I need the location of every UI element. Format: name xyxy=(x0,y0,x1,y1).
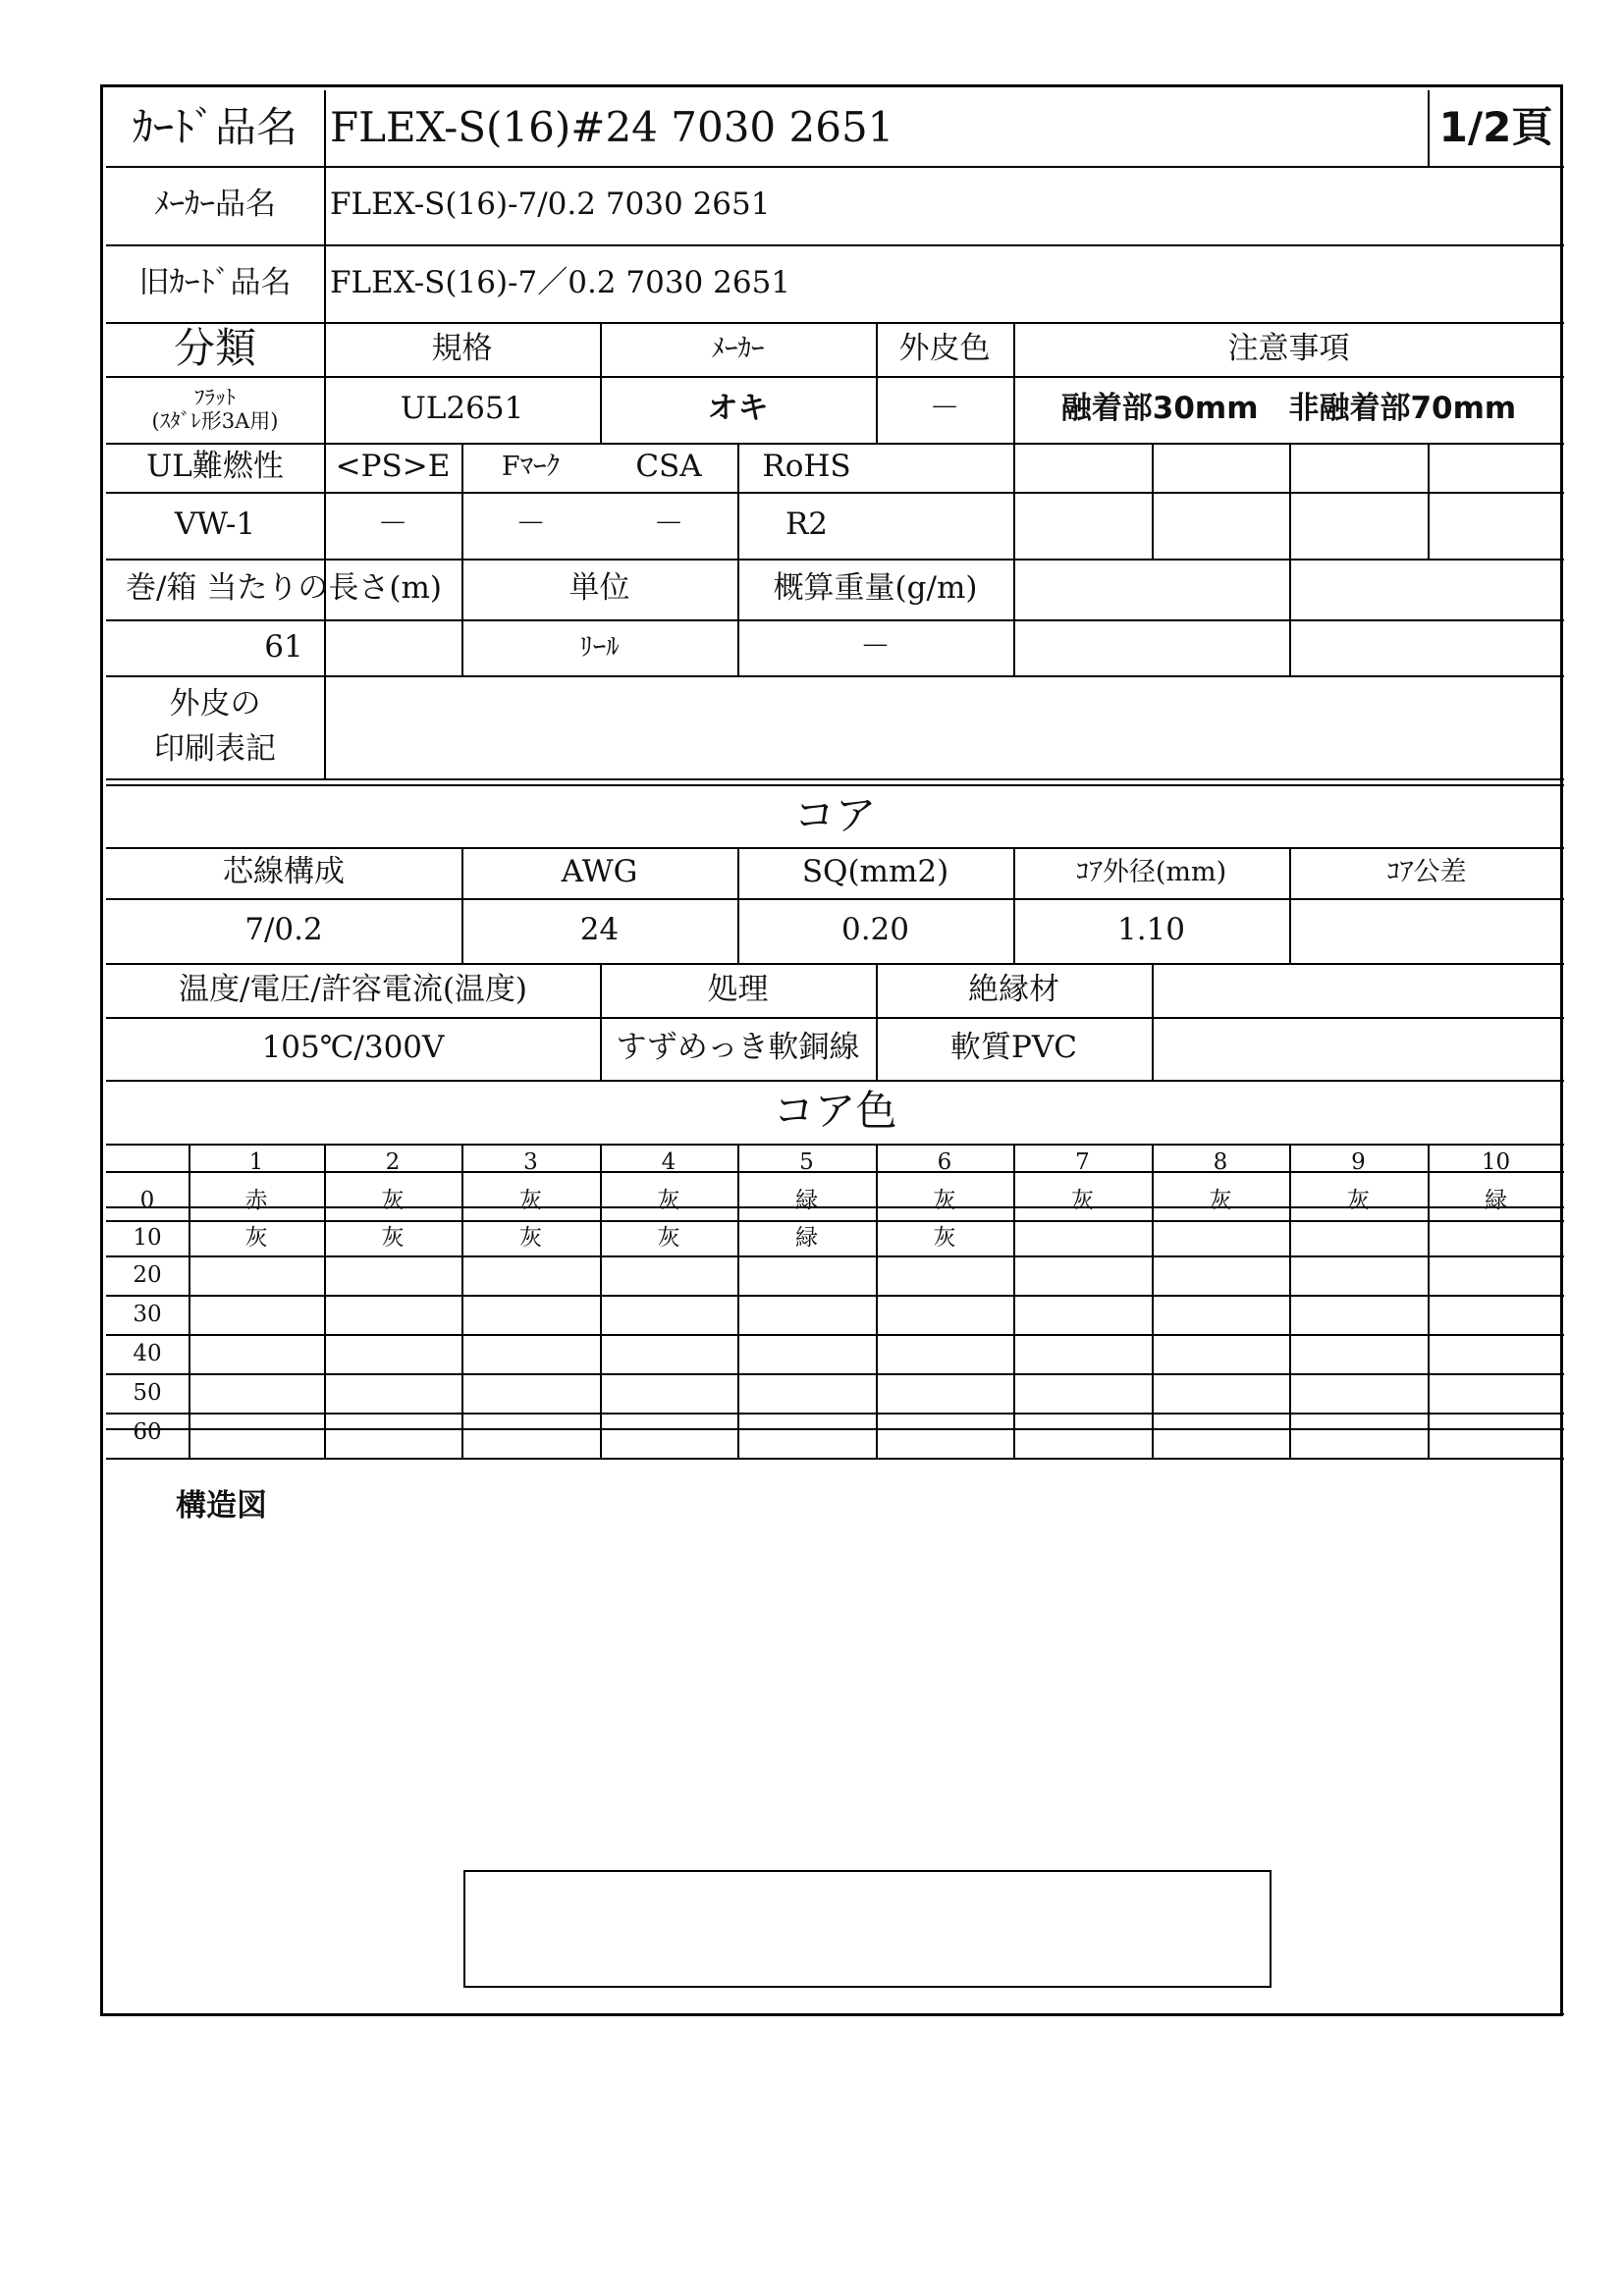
length-value: 61 xyxy=(264,628,303,665)
column-divider xyxy=(1152,963,1154,1080)
print-label xyxy=(106,675,324,778)
color-cell xyxy=(1013,1255,1152,1295)
core-color-section-title: コア色 xyxy=(773,1087,897,1136)
color-cell xyxy=(461,1295,600,1334)
color-column-header: 2 xyxy=(385,1148,401,1175)
color-cell xyxy=(1013,1295,1152,1334)
structure-label: 構造図 xyxy=(176,1488,267,1524)
old-card-name-label: 旧ｶｰﾄﾞ品名 xyxy=(138,264,292,300)
color-row-label: 30 xyxy=(133,1301,162,1327)
column-divider xyxy=(1289,559,1291,675)
color-cell: 灰 xyxy=(1071,1187,1094,1213)
classification-value xyxy=(106,376,324,443)
color-cell: 灰 xyxy=(657,1224,680,1251)
color-cell xyxy=(1013,1413,1152,1452)
color-cell xyxy=(876,1334,1013,1373)
color-cell xyxy=(324,1373,461,1413)
color-cell: 赤 xyxy=(244,1187,268,1213)
color-cell xyxy=(1289,1413,1428,1452)
color-column-header: 8 xyxy=(1213,1148,1228,1175)
sheath-color-value: － xyxy=(929,391,960,427)
color-cell: 緑 xyxy=(795,1187,818,1213)
color-row-label: 20 xyxy=(133,1261,162,1288)
color-cell: 灰 xyxy=(1209,1187,1232,1213)
color-cell: 緑 xyxy=(1485,1187,1507,1213)
color-row-label: 50 xyxy=(133,1379,162,1406)
color-column-header: 10 xyxy=(1481,1148,1511,1175)
color-cell xyxy=(1013,1334,1152,1373)
column-divider xyxy=(1289,443,1291,559)
ul-label: UL難燃性 xyxy=(146,449,284,485)
color-cell xyxy=(1428,1295,1564,1334)
color-cell xyxy=(324,1255,461,1295)
notes-label: 注意事項 xyxy=(1227,330,1350,366)
color-cell xyxy=(737,1413,876,1452)
rating-value: 105℃/300V xyxy=(261,1030,445,1066)
standard-value: UL2651 xyxy=(400,391,524,427)
color-cell xyxy=(461,1334,600,1373)
color-column-header: 1 xyxy=(248,1148,264,1175)
card-name-value: FLEX-S(16)#24 7030 2651 xyxy=(330,103,894,152)
page-number: 1/2頁 xyxy=(1438,103,1553,152)
color-cell: 灰 xyxy=(381,1187,405,1213)
print-value xyxy=(324,675,1570,778)
color-cell xyxy=(600,1413,737,1452)
color-column-header: 6 xyxy=(937,1148,952,1175)
core-section-title: コア xyxy=(793,790,877,839)
color-column-header: 9 xyxy=(1351,1148,1366,1175)
color-cell xyxy=(461,1413,600,1452)
unit-value: ﾘｰﾙ xyxy=(579,631,620,663)
insulation-label: 絶縁材 xyxy=(968,971,1059,1007)
color-cell: 灰 xyxy=(381,1224,405,1251)
color-cell xyxy=(1152,1373,1289,1413)
color-cell xyxy=(876,1295,1013,1334)
insulation-value: 軟質PVC xyxy=(950,1030,1077,1066)
classification-value-line: ﾌﾗｯﾄ xyxy=(194,385,236,409)
structure-diagram-box xyxy=(463,1870,1272,1988)
card-name-label: ｶｰﾄﾞ品名 xyxy=(132,103,298,152)
core-od-label: ｺｱ外径(mm) xyxy=(1075,857,1227,888)
ps-value: － xyxy=(377,507,408,543)
column-divider xyxy=(1013,559,1015,675)
rohs-value: R2 xyxy=(785,507,829,543)
treatment-label: 処理 xyxy=(707,971,769,1007)
csa-value: － xyxy=(653,507,684,543)
maker-value: オキ xyxy=(707,391,769,427)
color-cell xyxy=(1152,1413,1289,1452)
color-cell: 灰 xyxy=(933,1187,956,1213)
color-cell: 灰 xyxy=(1347,1187,1370,1213)
print-label-line: 印刷表記 xyxy=(154,730,276,767)
color-cell xyxy=(1289,1373,1428,1413)
length-label: 巻/箱 当たりの長さ(m) xyxy=(126,570,442,607)
core-tolerance-value xyxy=(1289,898,1564,963)
notes-value: 融着部30mm 非融着部70mm xyxy=(1060,391,1517,427)
rohs-label: RoHS xyxy=(762,449,851,485)
core-od-value: 1.10 xyxy=(1116,912,1186,948)
weight-label: 概算重量(g/m) xyxy=(773,570,978,607)
column-divider xyxy=(1152,443,1154,559)
conductor-label: 芯線構成 xyxy=(223,854,345,890)
color-cell xyxy=(324,1334,461,1373)
row-divider xyxy=(106,2013,1564,2015)
sheath-color-label: 外皮色 xyxy=(898,330,991,366)
color-cell xyxy=(461,1373,600,1413)
color-cell xyxy=(1013,1220,1152,1255)
row-divider xyxy=(106,1458,1564,1460)
color-cell xyxy=(1289,1334,1428,1373)
sq-value: 0.20 xyxy=(840,912,910,948)
row-divider xyxy=(106,778,1564,780)
color-cell xyxy=(189,1334,324,1373)
old-card-name-value: FLEX-S(16)-7／0.2 7030 2651 xyxy=(330,264,791,300)
color-column-header: 7 xyxy=(1075,1148,1090,1175)
color-cell xyxy=(876,1255,1013,1295)
color-column-header: 3 xyxy=(523,1148,538,1175)
color-cell xyxy=(1289,1220,1428,1255)
spec-sheet xyxy=(100,84,1563,2016)
maker-name-label: ﾒｰｶｰ品名 xyxy=(154,187,276,223)
color-cell xyxy=(1428,1413,1564,1452)
maker-label: ﾒｰｶｰ xyxy=(711,333,765,364)
color-cell xyxy=(1152,1255,1289,1295)
color-cell: 灰 xyxy=(519,1187,542,1213)
color-cell xyxy=(189,1373,324,1413)
color-cell xyxy=(1428,1220,1564,1255)
color-cell xyxy=(189,1255,324,1295)
color-cell: 灰 xyxy=(933,1224,956,1251)
conductor-value: 7/0.2 xyxy=(244,912,323,948)
color-cell xyxy=(737,1255,876,1295)
classification-label: 分類 xyxy=(173,324,256,373)
awg-label: AWG xyxy=(561,854,638,890)
color-cell xyxy=(189,1295,324,1334)
color-cell xyxy=(737,1373,876,1413)
color-cell xyxy=(600,1295,737,1334)
color-cell xyxy=(324,1413,461,1452)
color-cell xyxy=(876,1413,1013,1452)
color-cell xyxy=(1013,1373,1152,1413)
maker-name-value: FLEX-S(16)-7/0.2 7030 2651 xyxy=(330,187,771,223)
color-cell: 灰 xyxy=(519,1224,542,1251)
color-cell xyxy=(1152,1220,1289,1255)
print-label-line: 外皮の xyxy=(169,685,261,721)
ps-label: <PS>E xyxy=(335,449,451,485)
color-cell xyxy=(1428,1334,1564,1373)
sq-label: SQ(mm2) xyxy=(801,854,949,890)
color-cell xyxy=(876,1373,1013,1413)
treatment-value: すずめっき軟銅線 xyxy=(616,1030,860,1066)
csa-label: CSA xyxy=(635,449,702,485)
color-row-label: 10 xyxy=(133,1224,162,1251)
unit-label: 単位 xyxy=(568,570,630,607)
color-cell xyxy=(461,1255,600,1295)
color-cell xyxy=(1289,1255,1428,1295)
color-cell xyxy=(324,1295,461,1334)
color-row-label: 60 xyxy=(133,1418,162,1445)
color-cell xyxy=(1428,1373,1564,1413)
color-cell xyxy=(189,1413,324,1452)
awg-value: 24 xyxy=(579,912,620,948)
color-cell: 灰 xyxy=(657,1187,680,1213)
color-cell xyxy=(737,1334,876,1373)
color-column-header: 4 xyxy=(661,1148,677,1175)
f-mark-label: Fﾏｰｸ xyxy=(501,452,561,483)
color-cell xyxy=(600,1373,737,1413)
color-cell: 灰 xyxy=(244,1224,268,1251)
ul-value: VW-1 xyxy=(174,507,256,543)
color-cell xyxy=(1152,1295,1289,1334)
color-cell xyxy=(600,1334,737,1373)
color-cell xyxy=(1152,1334,1289,1373)
column-divider xyxy=(1428,443,1430,559)
color-row-label: 40 xyxy=(133,1340,162,1366)
weight-value: － xyxy=(860,628,891,665)
color-cell: 緑 xyxy=(795,1224,818,1251)
rating-label: 温度/電圧/許容電流(温度) xyxy=(178,971,528,1007)
color-cell xyxy=(1289,1295,1428,1334)
standard-label: 規格 xyxy=(431,330,493,366)
color-row-label: 0 xyxy=(139,1187,155,1213)
classification-value-line: (ｽﾀﾞﾚ形3A用) xyxy=(151,409,279,433)
f-mark-value: － xyxy=(515,507,546,543)
core-tolerance-label: ｺｱ公差 xyxy=(1386,857,1467,888)
color-cell xyxy=(737,1295,876,1334)
color-cell xyxy=(600,1255,737,1295)
color-column-header: 5 xyxy=(799,1148,814,1175)
color-cell xyxy=(1428,1255,1564,1295)
